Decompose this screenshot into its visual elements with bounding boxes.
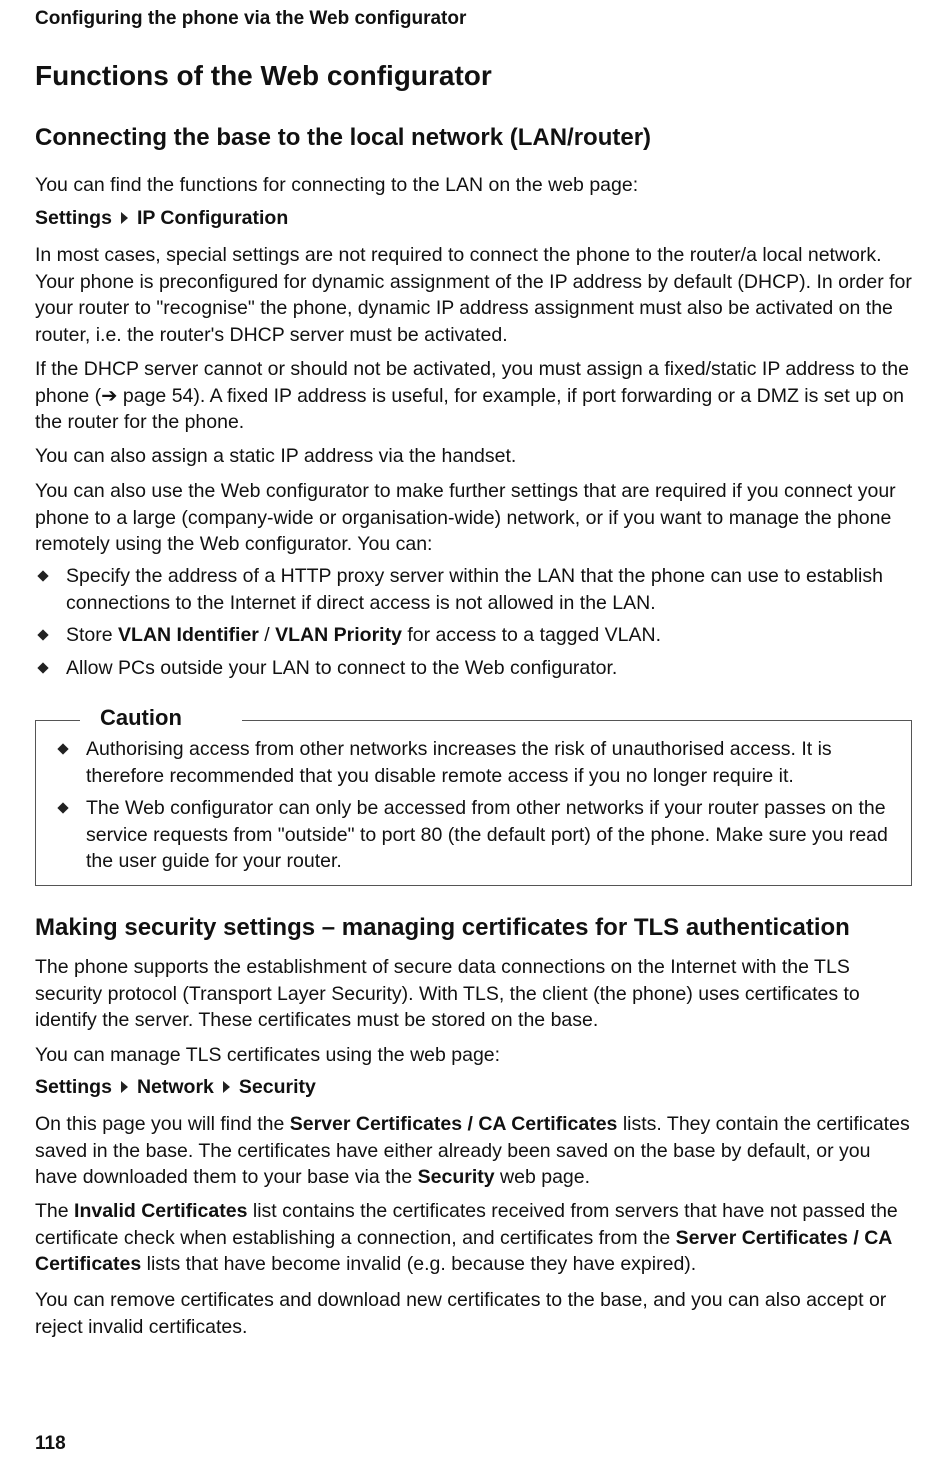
diamond-bullet-icon [57,802,68,813]
security-paragraph-lists: On this page you will find the Server Certificates / CA Certificates lists. They contain the certificates saved in the base. The certificates have either already been saved on the base by default, or you have downloaded them to your base via the Security web page. [35,1113,910,1188]
page-number: 118 [35,1433,66,1454]
page-title: Functions of the Web configurator [35,60,492,91]
security-paragraph-tls: The phone supports the establishment of secure data connections on the Internet with the TLS security protocol (Transport Layer Security). With TLS, the client (the phone) uses certificates to identify the server. These certificates must be stored on the base. [35,956,860,1031]
caution-title: Caution [80,705,242,731]
security-menu-path [35,1076,913,1099]
lan-intro: You can find the functions for connecting to the LAN on the web page: [35,174,639,196]
list-item: Specify the address of a HTTP proxy server within the LAN that the phone can use to establish connections to the Internet if direct access is not allowed in the LAN. [35,563,913,616]
diamond-bullet-icon [37,570,48,581]
caution-list [55,736,905,881]
security-paragraph-invalid: The Invalid Certificates list contains the certificates received from servers that have not passed the certificate check when establishing a connection, and certificates from the Server Certificates / CA Certificates lists that have become invalid (e.g. because they have expired). [35,1200,898,1275]
path-settings: Settings [35,1076,112,1098]
section-heading-lan: Connecting the base to the local network (LAN/router) [35,124,652,151]
diamond-bullet-icon [37,662,48,673]
path-arrow-icon [223,1081,230,1093]
path-arrow-icon [121,212,128,224]
lan-paragraph-further-settings: You can also use the Web configurator to make further settings that are required if you connect your phone to a large (company-wide or organisation-wide) network, or if you want to manage the phone remotely using the Web configurator. You can: [35,480,896,555]
arrow-right-icon: ➔ [101,384,118,407]
security-intro: You can manage TLS certificates using the web page: [35,1044,501,1066]
path-ip-configuration: IP Configuration [136,207,289,229]
running-head: Configuring the phone via the Web configurator [35,8,467,29]
diamond-bullet-icon [57,743,68,754]
list-item: Allow PCs outside your LAN to connect to the Web configurator. [35,655,913,682]
list-item: Authorising access from other networks increases the risk of unauthorised access. It is therefore recommended that you disable remote access if you no longer require it. [55,736,905,789]
lan-bullet-list [35,563,913,687]
lan-paragraph-dhcp: In most cases, special settings are not required to connect the phone to the router/a local network. Your phone is preconfigured for dynamic assignment of the IP address by default (DHCP). In order for your router to "recognise" the phone, dynamic IP address assignment must also be activated on the router, i.e. the router's DHCP server must be activated. [35,244,912,346]
path-arrow-icon [121,1081,128,1093]
security-paragraph-remove: You can remove certificates and download new certificates to the base, and you can also accept or reject invalid certificates. [35,1289,887,1338]
diamond-bullet-icon [37,629,48,640]
path-security: Security [238,1076,316,1098]
lan-menu-path [35,207,913,230]
path-settings: Settings [35,207,112,229]
list-item: Store VLAN Identifier / VLAN Priority for access to a tagged VLAN. [35,622,913,649]
lan-paragraph-handset: You can also assign a static IP address via the handset. [35,445,517,467]
list-item: The Web configurator can only be accessed from other networks if your router passes on the service requests from "outside" to port 80 (the default port) of the phone. Make sure you read the user guide for your router. [55,795,905,875]
path-network: Network [136,1076,214,1098]
lan-paragraph-static-ip: If the DHCP server cannot or should not be activated, you must assign a fixed/static IP address to the phone (➔ page 54). A fixed IP address is useful, for example, if port forwarding or a DMZ is set up on the router for the phone. [35,358,909,433]
section-heading-security: Making security settings – managing certificates for TLS authentication [35,914,850,941]
